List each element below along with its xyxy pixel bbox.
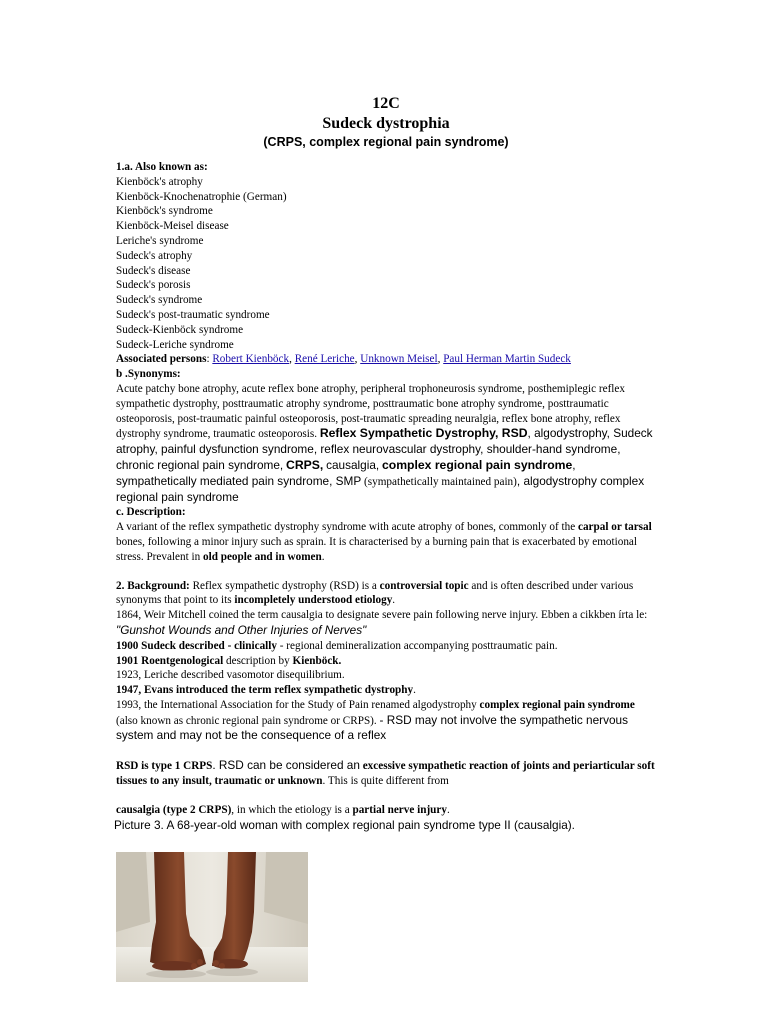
background-bold-2: incompletely understood etiology xyxy=(234,594,393,607)
description-text-2: bones, following a minor injury such as sprain. It is characterised by a burning pain that is exacerbated by emotional stress. Prevalent in xyxy=(116,535,638,563)
page-title: Sudeck dystrophia xyxy=(322,115,450,132)
types-text-2: . This is quite different from xyxy=(322,775,449,788)
synonyms-rsd: Reflex Sympathetic Dystrophy, RSD xyxy=(319,426,528,441)
background-text-1: Reflex sympathetic dystrophy (RSD) is a xyxy=(192,579,377,592)
synonyms-complex: complex regional pain syndrome xyxy=(381,457,573,472)
aka-item: Sudeck-Leriche syndrome xyxy=(116,338,234,351)
synonyms-serif-text: Acute patchy bone atrophy, acute reflex bone atrophy, peripheral trophoneurosis syndrome, posthemiplegic reflex sympathetic dystrophy, posttraumatic atrophy syndrome, posttraumatic bone atrophy syndrome, posttraumatic osteoporosis, post-traumatic painful osteoporosis, post-traumatic spreading neuralgia, reflex bone atrophy, reflex dystrophy syndrome, traumatic osteoporosis. xyxy=(116,382,625,441)
aka-item: Sudeck's porosis xyxy=(116,279,191,292)
feet-photo xyxy=(116,852,308,982)
synonyms-text-4: (sympathetically maintained pain) xyxy=(364,475,517,488)
iasp-text-2: (also known as chronic regional pain syndrome or CRPS). xyxy=(116,714,377,727)
iasp-paragraph xyxy=(116,698,656,744)
background-label: 2. Background: xyxy=(116,579,190,592)
chapter-number: 12C xyxy=(372,95,400,112)
aka-item: Kienböck's atrophy xyxy=(116,175,203,188)
evans-end: . xyxy=(413,684,416,697)
leriche-line: 1923, Leriche described vasomotor disequilibrium. xyxy=(116,669,345,682)
synonyms-text-5: , algodystrophy complex regional pain syndrome xyxy=(116,473,645,504)
description-paragraph xyxy=(116,520,656,564)
types-bold-4: partial nerve injury xyxy=(352,803,447,816)
aka-item: Sudeck's syndrome xyxy=(116,294,203,307)
persons-label: Associated persons xyxy=(116,353,207,366)
sudeck-line xyxy=(116,639,656,654)
iasp-bold: complex regional pain syndrome xyxy=(479,698,635,711)
aka-item: Sudeck-Kienböck syndrome xyxy=(116,323,244,336)
link-meisel[interactable]: Unknown Meisel xyxy=(360,353,438,366)
aka-item: Sudeck's disease xyxy=(116,264,191,277)
aka-item: Kienböck-Knochenatrophie (German) xyxy=(116,190,287,203)
aka-item: Sudeck's atrophy xyxy=(116,249,193,262)
aka-list xyxy=(116,175,656,353)
roentgen-bold: 1901 Roentgenological xyxy=(116,654,224,667)
description-bold-2: old people and in women xyxy=(203,550,322,563)
mitchell-italic: "Gunshot Wounds and Other Injuries of Nerves" xyxy=(116,622,367,637)
aka-heading: 1.a. Also known as: xyxy=(116,161,208,173)
types-paragraph xyxy=(116,758,656,789)
mitchell-text: 1864, Weir Mitchell coined the term causalgia to designate severe pain following nerve injury. Ebben a cikkben írta le: xyxy=(116,609,648,622)
aka-item: Kienböck-Meisel disease xyxy=(116,220,229,233)
types-bold-1: RSD is type 1 CRPS xyxy=(116,760,213,773)
aka-item: Sudeck's post-traumatic syndrome xyxy=(116,308,270,321)
synonyms-text-2: causalgia, xyxy=(326,457,380,472)
causalgia-line xyxy=(116,803,656,818)
background-paragraph xyxy=(116,579,656,609)
persons-sep-1: , xyxy=(289,353,295,366)
mitchell-line xyxy=(116,608,656,639)
link-kienbock[interactable]: Robert Kienböck xyxy=(212,353,290,366)
evans-line xyxy=(116,683,656,698)
types-bold-2: excessive sympathetic reaction of joints and periarticular soft tissues to any insult, traumatic or unknown xyxy=(116,760,655,788)
types-text-3: , in which the etiology is a xyxy=(231,803,350,816)
types-text-1: . RSD can be considered an xyxy=(212,758,360,773)
synonyms-heading: b .Synonyms: xyxy=(116,368,181,381)
background-bold-1: controversial topic xyxy=(379,579,469,592)
link-sudeck[interactable]: Paul Herman Martin Sudeck xyxy=(443,353,571,366)
persons-colon: : xyxy=(206,353,213,366)
types-bold-3: causalgia (type 2 CRPS) xyxy=(116,803,232,816)
synonyms-crps: CRPS, xyxy=(286,457,324,472)
synonyms-text-1: , algodystrophy, Sudeck atrophy, painful dysfunction syndrome, reflex neurovascular dystrophy, shoulder-hand syndrome, chronic regional pain syndrome, xyxy=(116,426,653,472)
document-page xyxy=(116,94,656,833)
evans-bold: 1947, Evans introduced the term reflex sympathetic dystrophy xyxy=(116,684,414,697)
link-leriche[interactable]: René Leriche xyxy=(294,353,355,366)
page-subtitle: (CRPS, complex regional pain syndrome) xyxy=(263,135,509,149)
persons-sep-3: , xyxy=(437,353,444,366)
roentgen-text: description by xyxy=(226,654,290,667)
description-bold-1: carpal or tarsal xyxy=(578,521,652,534)
aka-item: Kienböck's syndrome xyxy=(116,205,213,218)
types-text-4: . xyxy=(446,803,450,816)
picture-caption: Picture 3. A 68-year-old woman with complex regional pain syndrome type II (causalgia). xyxy=(114,817,575,832)
synonyms-text-3: , sympathetically mediated pain syndrome, SMP xyxy=(116,457,576,488)
description-text-1: A variant of the reflex sympathetic dystrophy syndrome with acute atrophy of bones, commonly of the xyxy=(116,521,576,534)
iasp-text: 1993, the International Association for the Study of Pain renamed algodystrophy xyxy=(116,698,477,711)
aka-item: Leriche's syndrome xyxy=(116,234,204,247)
description-text-3: . xyxy=(321,550,325,563)
iasp-sans: - RSD may not involve the sympathetic nervous system and may not be the consequence of a reflex xyxy=(116,712,628,743)
roentgen-line xyxy=(116,654,656,669)
associated-persons xyxy=(116,352,656,367)
sudeck-text: - regional demineralization accompanying posttraumatic pain. xyxy=(279,639,558,652)
synonyms-paragraph xyxy=(116,382,656,505)
feet-photo-image xyxy=(116,852,308,982)
background-text-3: . xyxy=(392,594,396,607)
sudeck-bold: 1900 Sudeck described - clinically xyxy=(116,639,277,652)
background-text-2: and is often described under various synonyms that point to its xyxy=(116,579,634,607)
persons-sep-2: , xyxy=(354,353,361,366)
description-heading: c. Description: xyxy=(116,506,186,519)
roentgen-bold-2: Kienböck. xyxy=(292,654,342,667)
